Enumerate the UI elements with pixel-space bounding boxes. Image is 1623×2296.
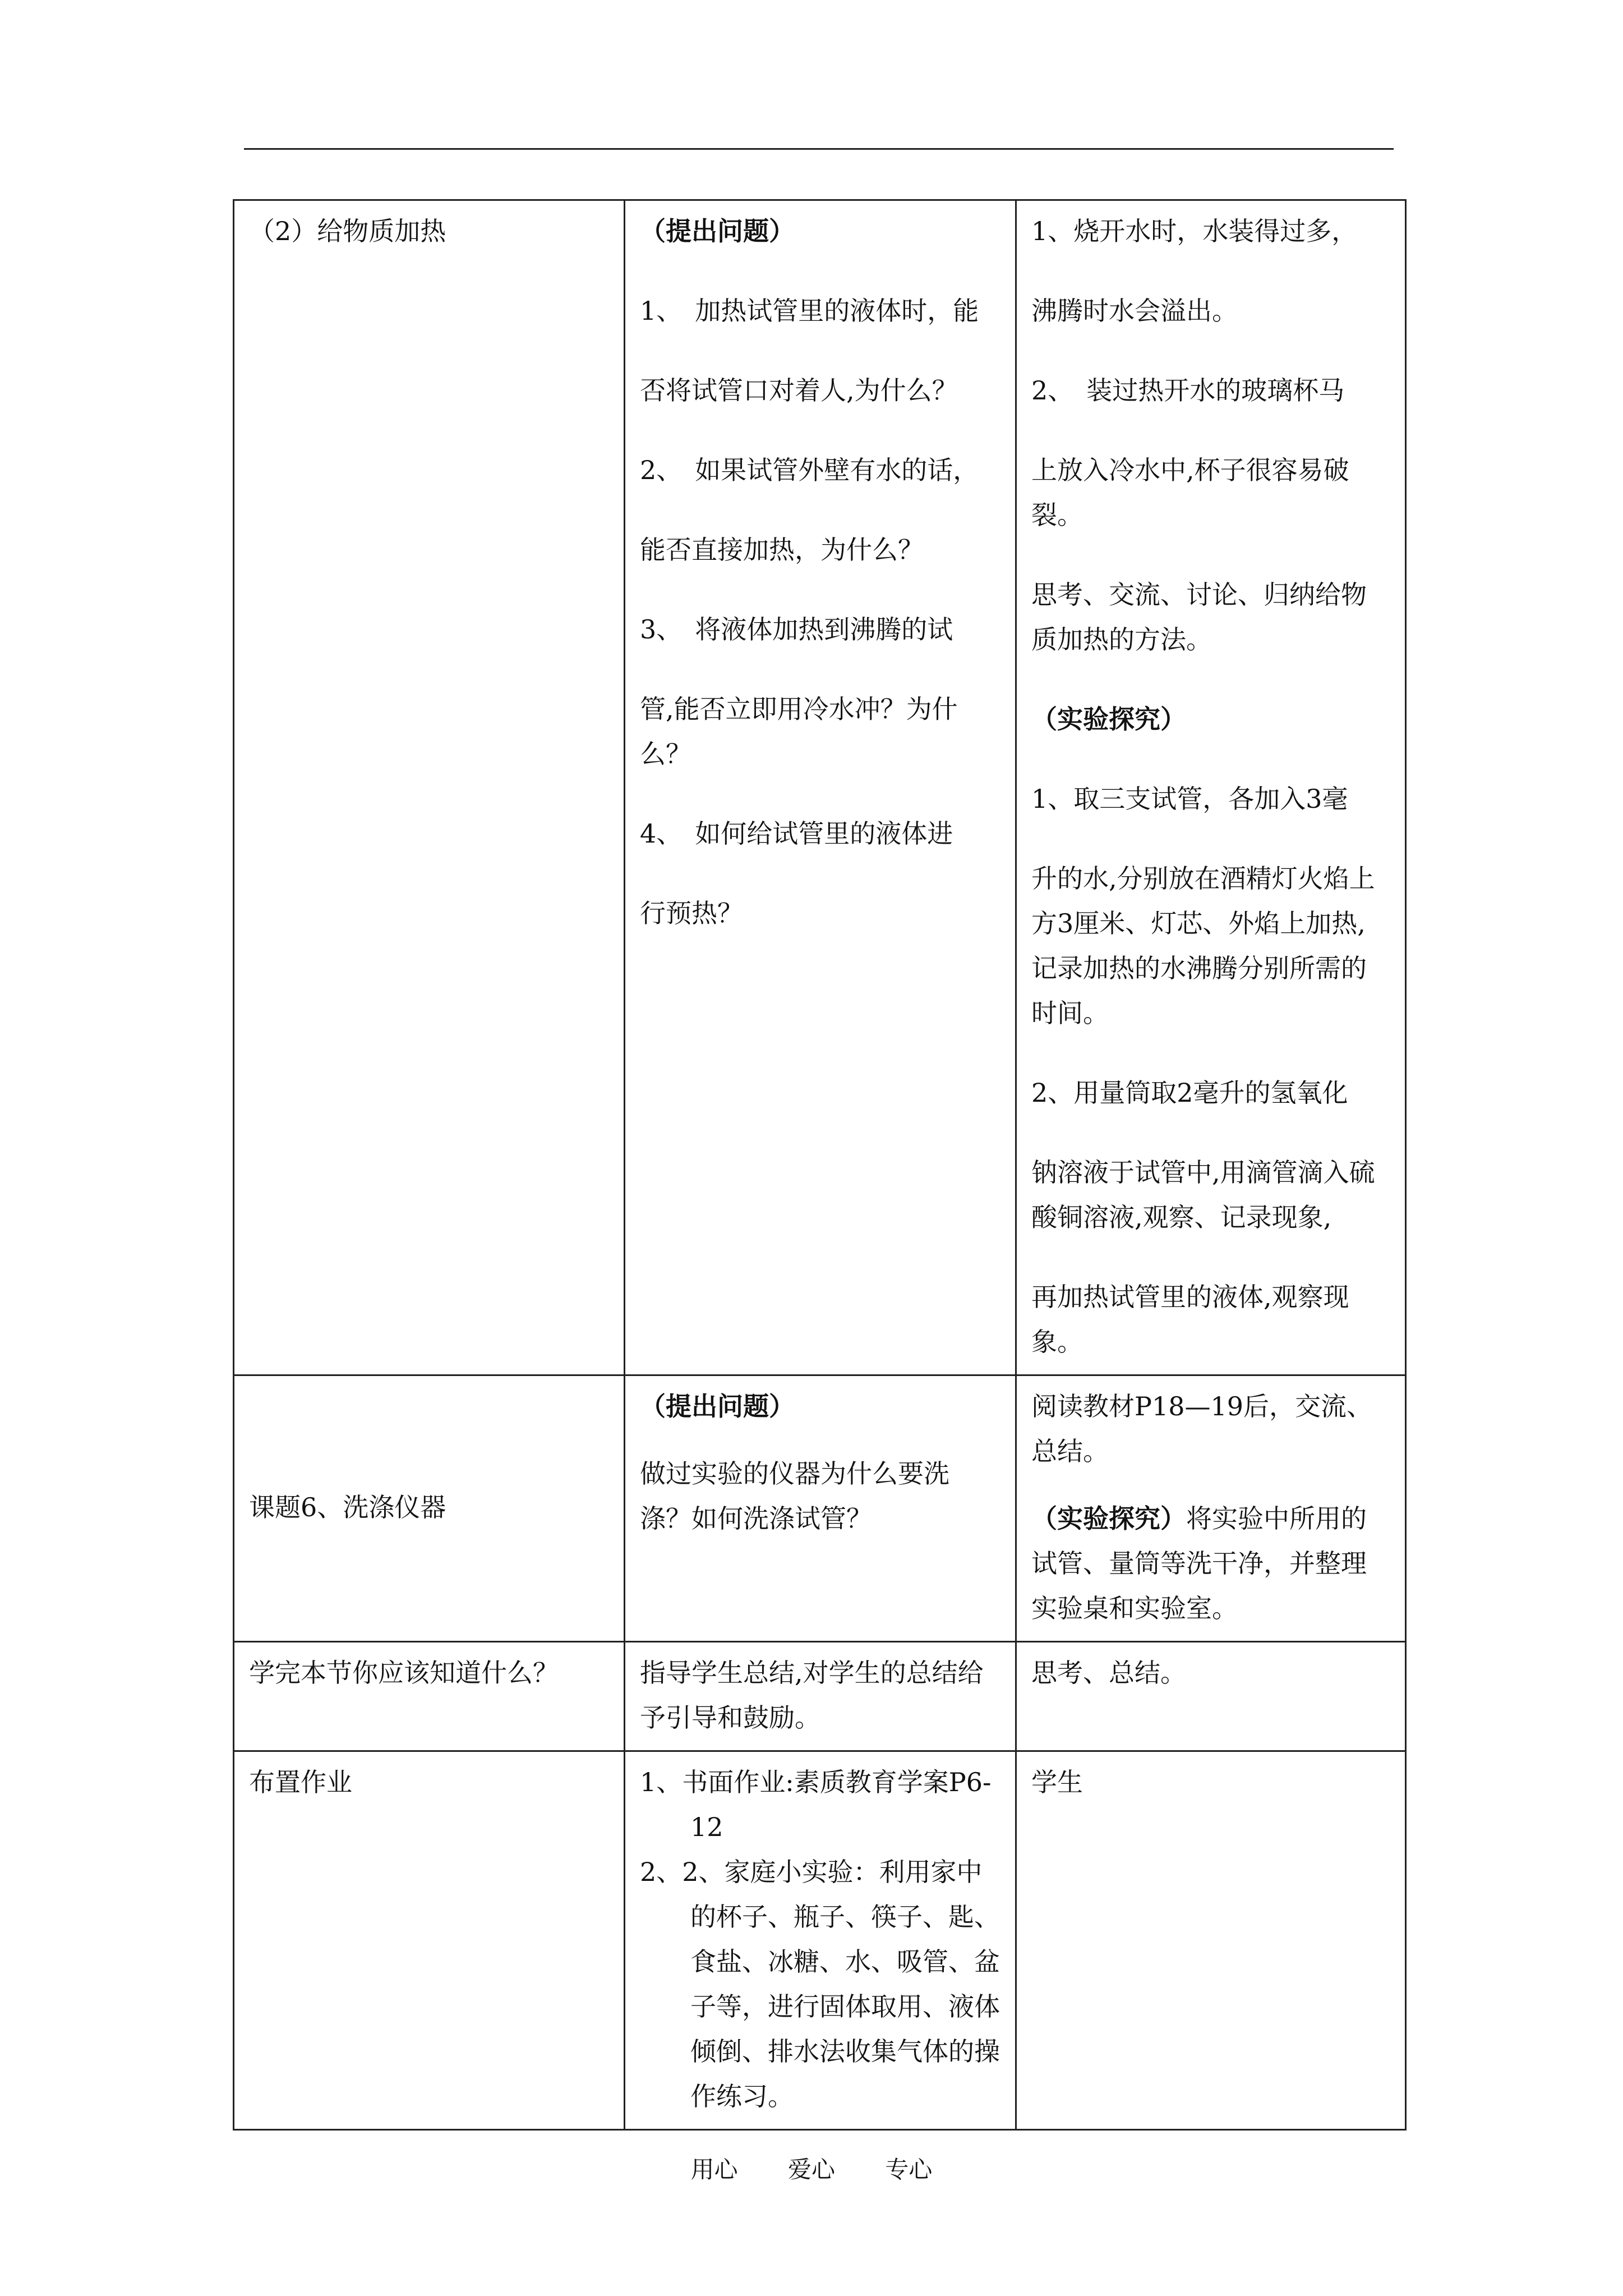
topic-cell xyxy=(234,1751,625,2130)
student-line: 钠溶液于试管中,用滴管滴入硫酸铜溶液,观察、记录现象, xyxy=(1031,1157,1375,1232)
page-footer xyxy=(0,2151,1623,2185)
topic-cell xyxy=(234,200,625,1375)
student-line: 2、用量筒取2毫升的氢氧化 xyxy=(1031,1078,1348,1108)
question-line: 4、 如何给试管里的液体进 xyxy=(640,818,953,849)
teacher-text: 指导学生总结,对学生的总结给予引导和鼓励。 xyxy=(640,1658,984,1733)
question-line: 能否直接加热，为什么？ xyxy=(640,535,924,565)
question-line: 行预热？ xyxy=(640,898,743,928)
table-row xyxy=(234,200,1406,1375)
student-line: 1、取三支试管，各加入3毫 xyxy=(1031,784,1348,814)
teacher-cell xyxy=(625,1751,1016,2130)
topic-text: 课题6、洗涤仪器 xyxy=(249,1492,446,1522)
student-line xyxy=(1031,1496,1390,1631)
student-cell xyxy=(1016,200,1406,1375)
list-item: 1、书面作业:素质教育学案P6-12 xyxy=(640,1767,992,1842)
lesson-plan-table xyxy=(233,199,1407,2131)
teacher-cell xyxy=(625,200,1016,1375)
topic-cell xyxy=(234,1375,625,1642)
topic-cell xyxy=(234,1642,625,1751)
footer-item: 专心 xyxy=(885,2156,933,2183)
table-row xyxy=(234,1751,1406,2130)
student-line: 思考、交流、讨论、归纳给物质加热的方法。 xyxy=(1031,579,1367,655)
student-line: 阅读教材P18—19后，交流、总结。 xyxy=(1031,1391,1373,1466)
question-line: 2、 如果试管外壁有水的话， xyxy=(640,455,979,485)
experiment-text: 将实验中所用的试管、量筒等洗干净，并整理实验桌和实验室。 xyxy=(1031,1503,1367,1623)
question-line: 管,能否立即用冷水冲？为什么？ xyxy=(640,694,958,769)
footer-item: 爱心 xyxy=(787,2156,835,2183)
header-rule xyxy=(244,148,1394,150)
student-line: 2、 装过热开水的玻璃杯马 xyxy=(1031,375,1345,406)
question-line: 1、 加热试管里的液体时，能 xyxy=(640,296,979,326)
student-line: 1、烧开水时，水装得过多， xyxy=(1031,216,1358,246)
topic-text: 布置作业 xyxy=(249,1767,352,1797)
student-line: 沸腾时水会溢出。 xyxy=(1031,296,1238,326)
table-row xyxy=(234,1375,1406,1642)
section-heading: （提出问题） xyxy=(640,1391,795,1421)
topic-text: （2）给物质加热 xyxy=(249,216,446,246)
student-text: 学生 xyxy=(1031,1767,1083,1797)
section-heading: （提出问题） xyxy=(640,216,795,246)
student-line: 再加热试管里的液体,观察现象。 xyxy=(1031,1282,1349,1357)
experiment-label: （实验探究） xyxy=(1031,1503,1186,1534)
student-text: 思考、总结。 xyxy=(1031,1658,1186,1688)
student-cell xyxy=(1016,1642,1406,1751)
question-text: 做过实验的仪器为什么要洗涤？如何洗涤试管？ xyxy=(640,1458,949,1534)
footer-item: 用心 xyxy=(690,2156,738,2183)
teacher-cell xyxy=(625,1642,1016,1751)
table-row xyxy=(234,1642,1406,1751)
student-line: 升的水,分别放在酒精灯火焰上方3厘米、灯芯、外焰上加热,记录加热的水沸腾分别所需的时间。 xyxy=(1031,863,1375,1028)
student-line: 上放入冷水中,杯子很容易破裂。 xyxy=(1031,455,1349,530)
section-heading: （实验探究） xyxy=(1031,704,1186,734)
teacher-cell xyxy=(625,1375,1016,1642)
student-cell xyxy=(1016,1375,1406,1642)
question-line: 否将试管口对着人,为什么？ xyxy=(640,375,958,406)
list-item: 2、2、家庭小实验：利用家中的杯子、瓶子、筷子、匙、食盐、冰糖、水、吸管、盆子等，进行固体取用、液体倾倒、排水法收集气体的操作练习。 xyxy=(640,1857,1000,2111)
homework-list xyxy=(640,1760,1000,2119)
question-line: 3、 将液体加热到沸腾的试 xyxy=(640,614,953,645)
topic-text: 学完本节你应该知道什么？ xyxy=(249,1658,559,1688)
student-cell xyxy=(1016,1751,1406,2130)
